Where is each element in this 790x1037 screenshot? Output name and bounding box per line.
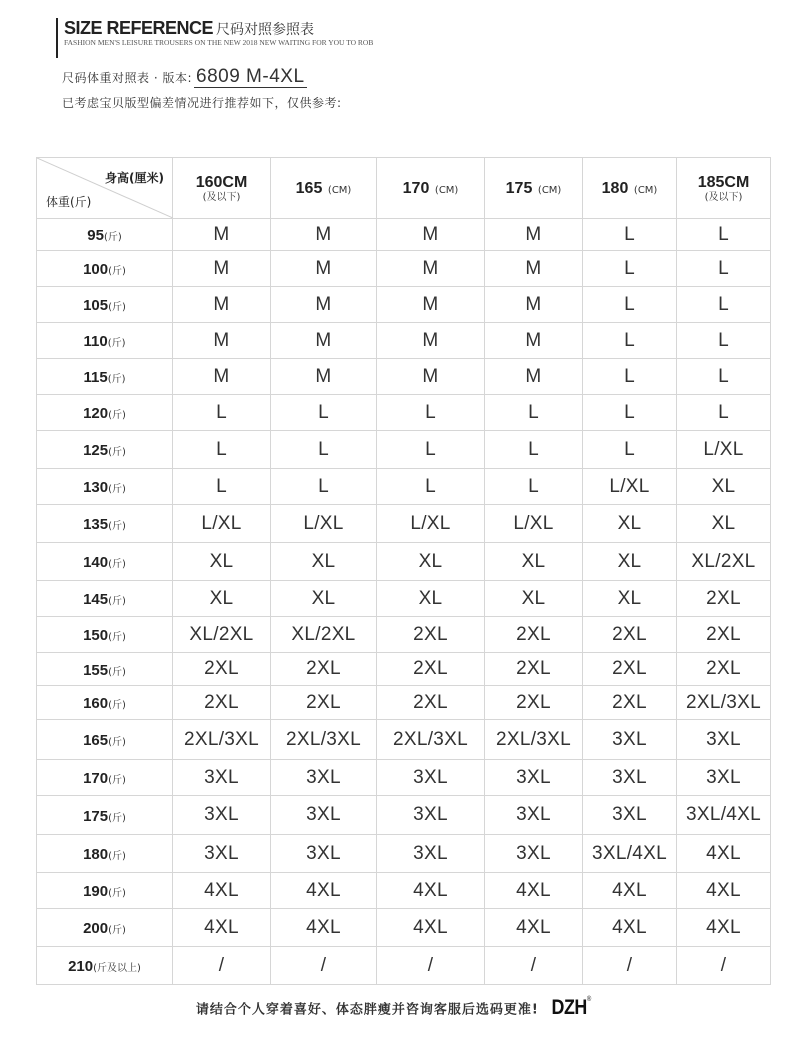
weight-cell (37, 760, 173, 796)
size-cell: 2XL (271, 653, 377, 686)
weight-value: 150 (83, 627, 109, 644)
weight-unit: (斤) (108, 632, 126, 643)
weight-unit: (斤) (108, 559, 126, 570)
column-header (377, 158, 485, 219)
size-cell: M (271, 359, 377, 395)
column-header-height: 175 (505, 180, 533, 197)
size-cell: XL (677, 505, 771, 543)
table-row (37, 505, 771, 543)
size-cell: 3XL (583, 720, 677, 760)
table-row (37, 617, 771, 653)
size-cell: / (271, 947, 377, 985)
table-row (37, 873, 771, 909)
column-header-unit: (CM) (633, 185, 658, 196)
size-cell: L (677, 219, 771, 251)
size-cell: L (271, 395, 377, 431)
size-cell: 3XL (271, 760, 377, 796)
size-cell: M (271, 251, 377, 287)
weight-axis-label: 体重(斤) (46, 195, 92, 209)
weight-unit: (斤) (108, 888, 126, 899)
size-cell: 3XL (173, 760, 271, 796)
size-cell: M (173, 287, 271, 323)
weight-unit: (斤) (107, 338, 126, 349)
version-value: 6809 M-4XL (196, 66, 305, 87)
weight-unit: (斤) (108, 737, 126, 748)
size-cell: / (677, 947, 771, 985)
size-cell: 2XL (583, 686, 677, 720)
weight-cell (37, 720, 173, 760)
height-axis-label: 身高(厘米) (105, 171, 164, 185)
version-label: 尺码体重对照表 · 版本: (62, 71, 192, 85)
table-row (37, 581, 771, 617)
table-row (37, 653, 771, 686)
weight-value: 115 (83, 369, 108, 386)
weight-cell (37, 219, 173, 251)
weight-cell (37, 653, 173, 686)
table-row (37, 686, 771, 720)
size-cell: XL (583, 543, 677, 581)
size-cell: 4XL (677, 909, 771, 947)
size-cell: / (485, 947, 583, 985)
weight-unit: (斤) (108, 925, 126, 936)
size-cell: / (583, 947, 677, 985)
size-cell: L (271, 431, 377, 469)
size-cell: XL (583, 581, 677, 617)
weight-cell (37, 395, 173, 431)
size-cell: 4XL (583, 873, 677, 909)
column-header-height: 160CM (195, 174, 248, 191)
size-cell: 3XL (485, 835, 583, 873)
column-header-unit: (CM) (434, 185, 459, 196)
size-cell: XL (377, 581, 485, 617)
weight-unit: (斤) (108, 700, 126, 711)
table-row (37, 947, 771, 985)
size-cell: M (173, 219, 271, 251)
weight-value: 110 (83, 333, 108, 350)
weight-value: 165 (83, 732, 109, 749)
weight-cell (37, 431, 173, 469)
size-cell: 2XL (677, 581, 771, 617)
weight-unit: (斤) (108, 266, 126, 277)
weight-unit: (斤) (108, 775, 126, 786)
table-row (37, 359, 771, 395)
size-cell: 3XL (377, 760, 485, 796)
weight-cell (37, 251, 173, 287)
size-cell: XL (173, 581, 271, 617)
size-cell: M (173, 251, 271, 287)
size-cell: L/XL (377, 505, 485, 543)
size-cell: M (485, 323, 583, 359)
table-row (37, 835, 771, 873)
size-cell: L (583, 219, 677, 251)
size-cell: 4XL (677, 835, 771, 873)
size-cell: 4XL (271, 909, 377, 947)
size-cell: L/XL (583, 469, 677, 505)
weight-value: 155 (83, 661, 109, 679)
table-row (37, 395, 771, 431)
column-header (583, 158, 677, 219)
size-cell: 2XL (377, 686, 485, 720)
weight-cell (37, 359, 173, 395)
size-cell: 2XL (583, 617, 677, 653)
size-cell: 4XL (377, 873, 485, 909)
weight-cell (37, 947, 173, 985)
registered-mark: ® (586, 996, 591, 1003)
weight-unit: (斤) (108, 484, 126, 495)
size-cell: 2XL/3XL (677, 686, 771, 720)
size-cell: L/XL (271, 505, 377, 543)
weight-value: 125 (83, 442, 109, 459)
size-cell: M (485, 251, 583, 287)
size-cell: L (677, 287, 771, 323)
size-cell: 3XL (485, 796, 583, 835)
weight-value: 135 (83, 516, 109, 533)
size-cell: M (377, 287, 485, 323)
size-cell: 2XL (485, 617, 583, 653)
size-cell: XL (677, 469, 771, 505)
size-cell: XL (485, 581, 583, 617)
size-cell: 2XL (173, 653, 271, 686)
size-cell: L (583, 431, 677, 469)
weight-unit: (斤) (108, 666, 126, 678)
size-cell: L (173, 431, 271, 469)
weight-cell (37, 469, 173, 505)
size-cell: M (173, 359, 271, 395)
weight-value: 120 (83, 405, 109, 422)
weight-unit: (斤) (108, 521, 126, 532)
table-row (37, 909, 771, 947)
weight-cell (37, 873, 173, 909)
weight-unit: (斤) (108, 410, 126, 421)
size-cell: XL (583, 505, 677, 543)
size-cell: 3XL/4XL (583, 835, 677, 873)
size-cell: L (485, 469, 583, 505)
size-cell: / (377, 947, 485, 985)
size-cell: 4XL (485, 873, 583, 909)
weight-cell (37, 796, 173, 835)
size-cell: L/XL (173, 505, 271, 543)
column-header-sub: (及以下) (704, 192, 743, 203)
weight-value: 180 (83, 846, 109, 863)
table-header-row (37, 158, 771, 219)
table-row (37, 720, 771, 760)
size-cell: L (583, 359, 677, 395)
size-cell: M (377, 219, 485, 251)
size-cell: L (677, 251, 771, 287)
version-line (62, 66, 307, 88)
weight-value: 130 (83, 479, 109, 496)
page-header (56, 14, 756, 64)
size-cell: 2XL (677, 653, 771, 686)
size-cell: 3XL (677, 760, 771, 796)
column-header (173, 158, 271, 219)
column-header (677, 158, 771, 219)
size-cell: XL (377, 543, 485, 581)
page-subtitle: FASHION MEN'S LEISURE TROUSERS ON THE NEW 2018 NEW WAITING FOR YOU TO ROB (64, 38, 374, 47)
size-cell: 3XL (377, 796, 485, 835)
size-cell: XL (271, 543, 377, 581)
weight-value: 95 (87, 227, 104, 244)
size-cell: L (677, 323, 771, 359)
title-english: SIZE REFERENCE (64, 18, 214, 38)
table-row (37, 760, 771, 796)
size-cell: 2XL/3XL (377, 720, 485, 760)
size-cell: 3XL (271, 835, 377, 873)
size-cell: M (271, 287, 377, 323)
weight-value: 105 (83, 297, 109, 314)
weight-value: 170 (83, 770, 109, 787)
size-cell: 2XL (485, 686, 583, 720)
size-cell: 2XL (377, 617, 485, 653)
size-cell: L (377, 431, 485, 469)
recommendation-note: 已考虑宝贝版型偏差情况进行推荐如下，仅供参考: (62, 96, 342, 110)
weight-unit: (斤) (103, 232, 122, 243)
size-cell: 3XL (583, 796, 677, 835)
size-cell: L (677, 395, 771, 431)
weight-value: 190 (83, 883, 109, 900)
table-row (37, 287, 771, 323)
column-header-unit: (CM) (327, 185, 352, 196)
weight-unit: (斤) (107, 374, 126, 385)
size-cell: 3XL (173, 835, 271, 873)
size-cell: M (485, 287, 583, 323)
size-cell: 4XL (271, 873, 377, 909)
size-cell: 3XL (173, 796, 271, 835)
size-cell: L (583, 323, 677, 359)
size-cell: 4XL (583, 909, 677, 947)
brand-logo (551, 996, 590, 1020)
size-cell: 2XL/3XL (485, 720, 583, 760)
column-header-height: 170 (402, 180, 430, 197)
size-cell: M (377, 323, 485, 359)
weight-cell (37, 581, 173, 617)
corner-header-cell (37, 158, 173, 219)
weight-unit: (斤) (108, 447, 126, 458)
table-row (37, 219, 771, 251)
size-cell: L (583, 287, 677, 323)
size-cell: XL (485, 543, 583, 581)
size-cell: 3XL (485, 760, 583, 796)
size-cell: L/XL (677, 431, 771, 469)
brand-logo-text: DZH (551, 996, 587, 1019)
weight-value: 140 (83, 554, 109, 571)
weight-value: 175 (83, 807, 109, 825)
column-header (485, 158, 583, 219)
size-cell: M (271, 219, 377, 251)
weight-cell (37, 835, 173, 873)
weight-value: 100 (83, 261, 109, 278)
table-row (37, 323, 771, 359)
weight-cell (37, 505, 173, 543)
size-cell: 3XL (271, 796, 377, 835)
size-cell: L (485, 395, 583, 431)
size-cell: 4XL (173, 873, 271, 909)
column-header (271, 158, 377, 219)
weight-value: 160 (83, 695, 109, 712)
size-cell: XL (271, 581, 377, 617)
size-cell: M (485, 359, 583, 395)
table-row (37, 469, 771, 505)
size-cell: 2XL (583, 653, 677, 686)
size-cell: 2XL (377, 653, 485, 686)
size-cell: 2XL (677, 617, 771, 653)
size-cell: L (377, 395, 485, 431)
weight-unit: (斤) (108, 596, 126, 607)
table-row (37, 431, 771, 469)
column-header-height: 180 (601, 180, 629, 197)
size-cell: L (583, 395, 677, 431)
size-cell: L (677, 359, 771, 395)
size-cell: XL/2XL (677, 543, 771, 581)
weight-cell (37, 686, 173, 720)
footer (0, 996, 790, 1020)
size-cell: M (173, 323, 271, 359)
size-cell: 3XL (677, 720, 771, 760)
size-cell: L (583, 251, 677, 287)
size-cell: 4XL (485, 909, 583, 947)
weight-unit: (斤) (108, 302, 126, 313)
column-header-sub: (及以下) (202, 192, 241, 203)
size-cell: XL (173, 543, 271, 581)
header-accent-bar (56, 18, 58, 58)
weight-cell (37, 287, 173, 323)
size-cell: 3XL/4XL (677, 796, 771, 835)
size-cell: L/XL (485, 505, 583, 543)
title-chinese: 尺码对照参照表 (216, 22, 315, 38)
size-cell: L (173, 395, 271, 431)
size-cell: M (377, 359, 485, 395)
size-cell: L (271, 469, 377, 505)
size-table (36, 157, 771, 985)
size-cell: 2XL (173, 686, 271, 720)
weight-cell (37, 617, 173, 653)
size-cell: 2XL (271, 686, 377, 720)
size-cell: / (173, 947, 271, 985)
size-cell: L (485, 431, 583, 469)
weight-value: 200 (83, 920, 109, 937)
size-cell: M (485, 219, 583, 251)
page-title (64, 18, 314, 39)
weight-cell (37, 323, 173, 359)
size-cell: XL/2XL (173, 617, 271, 653)
weight-value: 210 (68, 958, 94, 975)
size-cell: XL/2XL (271, 617, 377, 653)
weight-unit: (斤) (108, 812, 126, 824)
size-cell: 2XL (485, 653, 583, 686)
column-header-unit: (CM) (537, 185, 562, 196)
size-cell: M (377, 251, 485, 287)
table-row (37, 543, 771, 581)
column-header-height: 185CM (697, 174, 750, 191)
size-cell: 4XL (677, 873, 771, 909)
size-cell: 4XL (173, 909, 271, 947)
size-cell: M (271, 323, 377, 359)
footer-advice-text: 请结合个人穿着喜好、体态胖瘦并咨询客服后选码更准! (195, 1002, 539, 1018)
size-table-body (37, 219, 771, 985)
size-cell: L (173, 469, 271, 505)
size-cell: 4XL (377, 909, 485, 947)
size-cell: 3XL (377, 835, 485, 873)
weight-value: 145 (83, 591, 109, 608)
size-cell: 2XL/3XL (173, 720, 271, 760)
table-row (37, 796, 771, 835)
size-cell: 3XL (583, 760, 677, 796)
size-cell: L (377, 469, 485, 505)
weight-unit: (斤及以上) (93, 963, 141, 974)
weight-cell (37, 543, 173, 581)
size-cell: 2XL/3XL (271, 720, 377, 760)
weight-unit: (斤) (108, 851, 126, 862)
weight-cell (37, 909, 173, 947)
table-row (37, 251, 771, 287)
column-header-height: 165 (295, 180, 323, 197)
